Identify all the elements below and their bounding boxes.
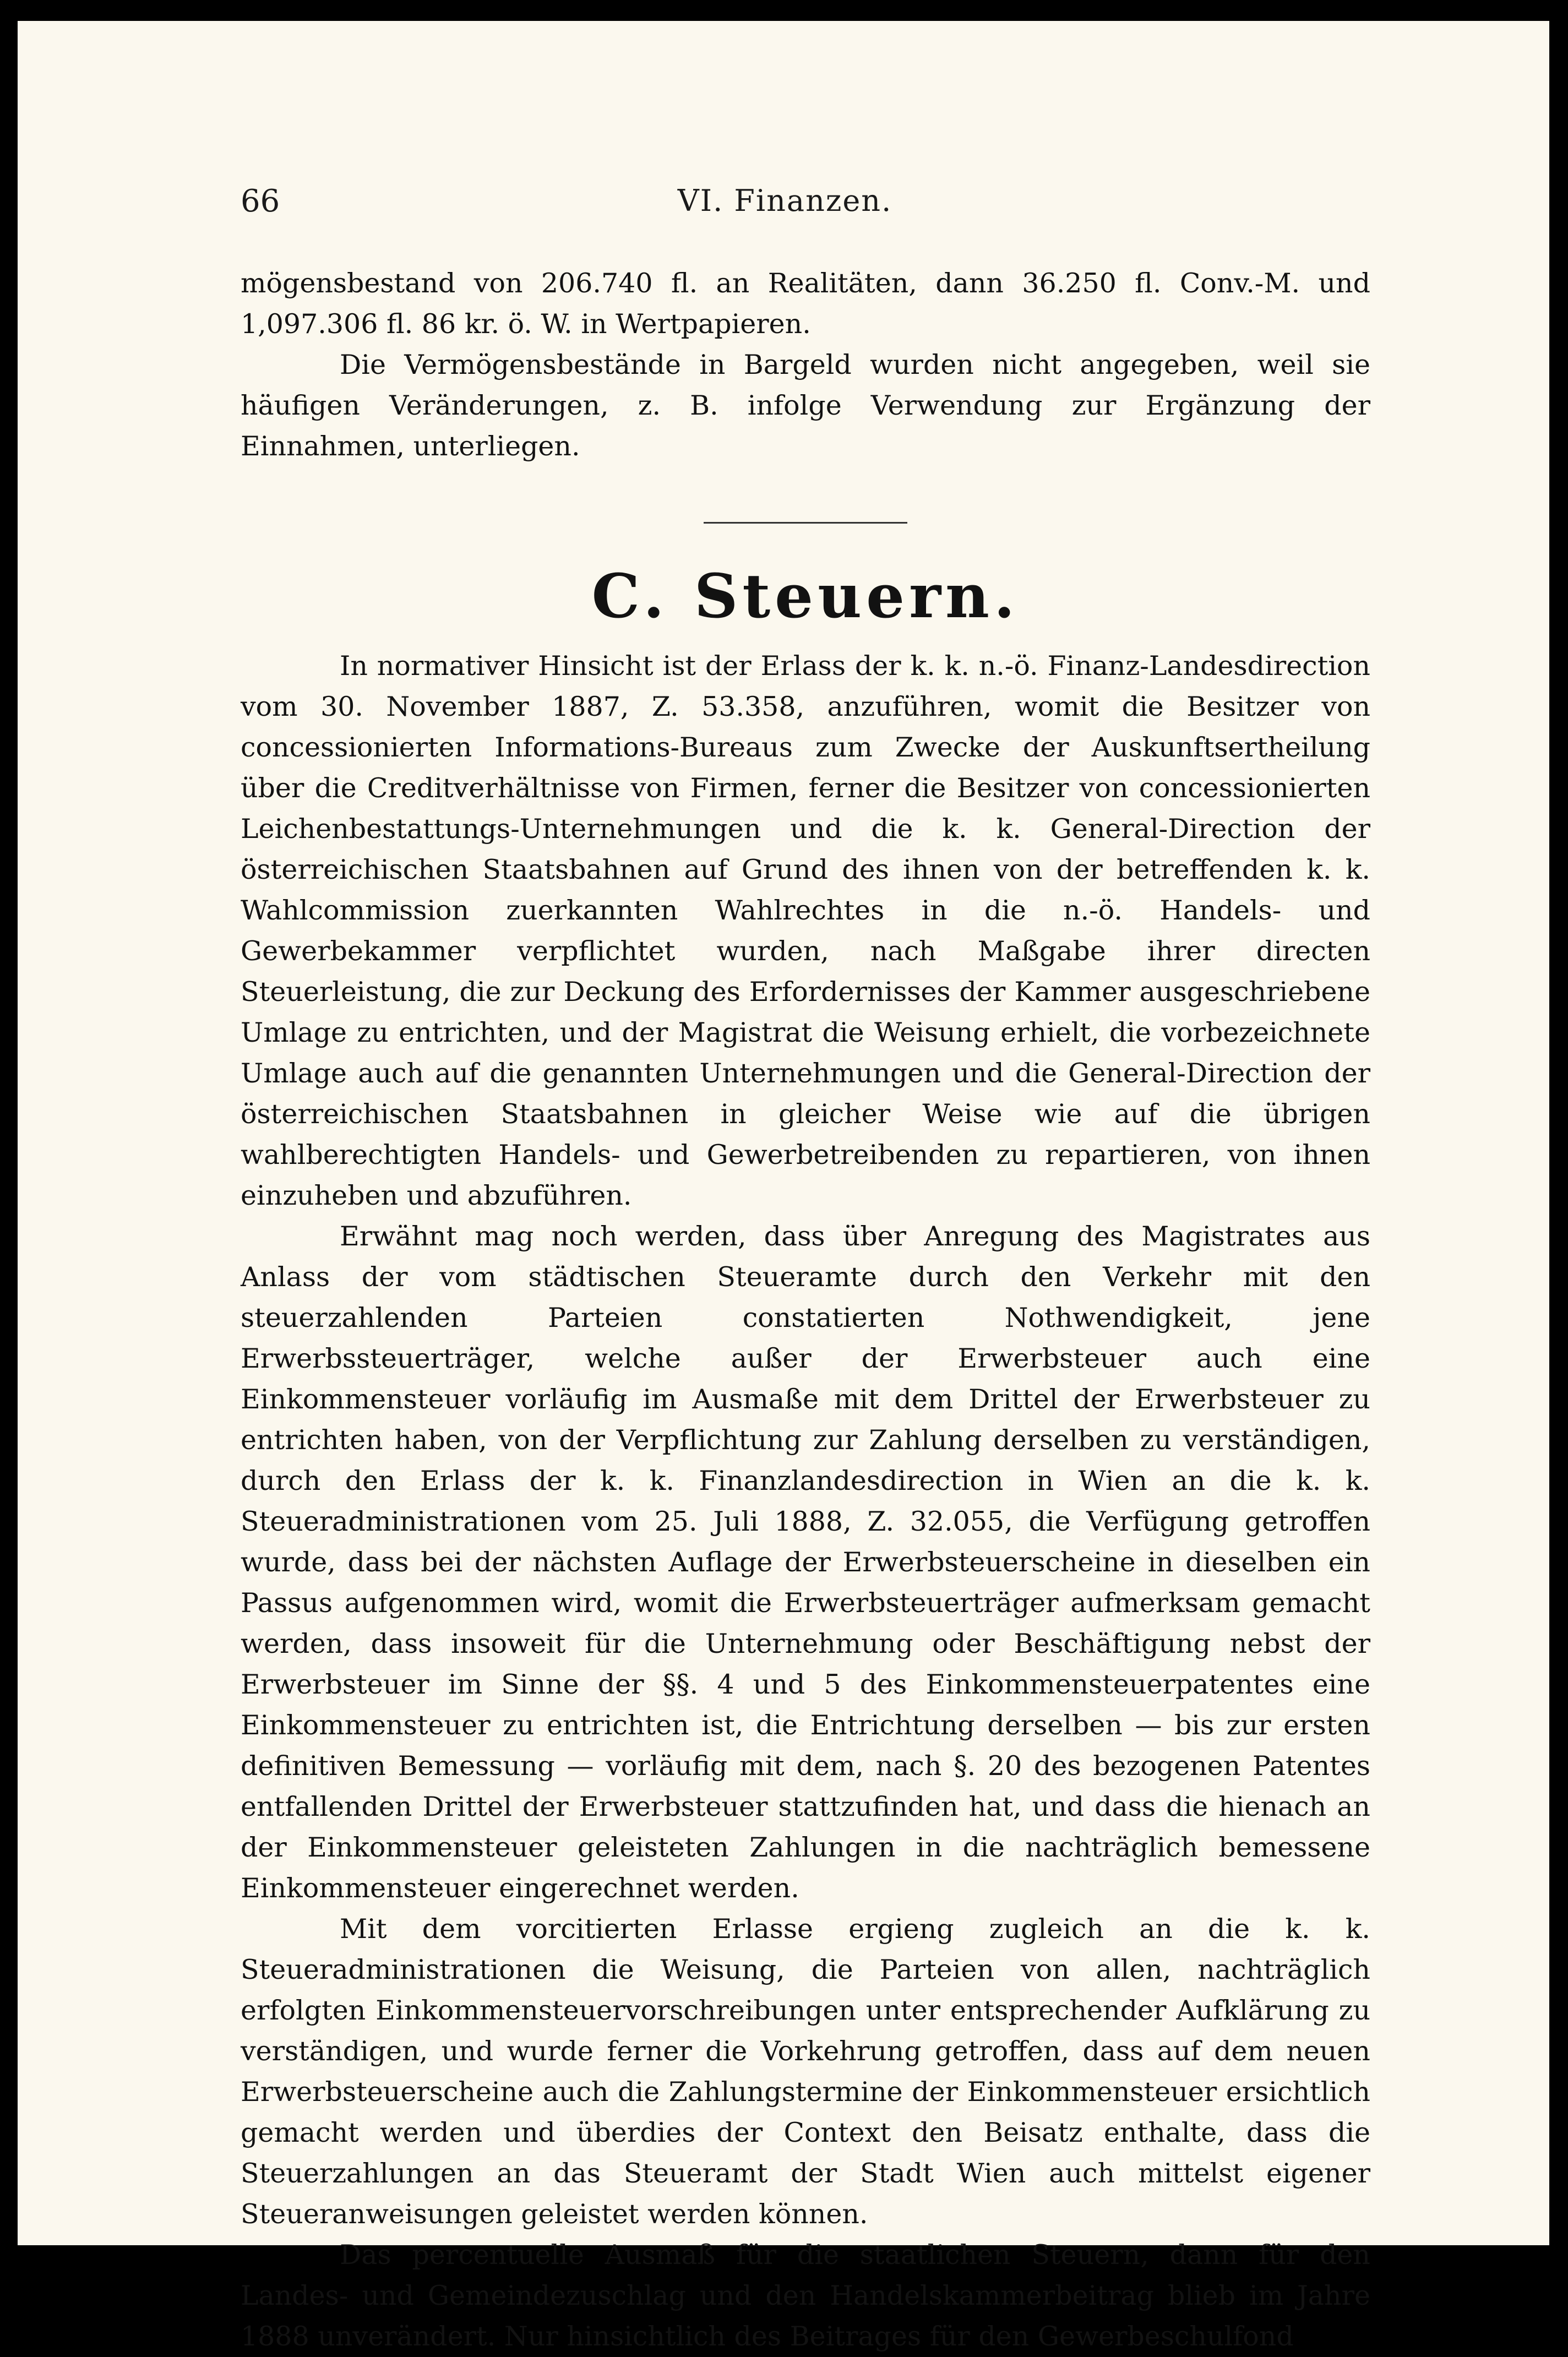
page-header bbox=[241, 183, 1329, 227]
running-head: VI. Finanzen. bbox=[677, 183, 892, 218]
continuation-line-1: mögensbestand von 206.740 fl. an Realitäten, dann 36.250 fl. Conv.-M. und bbox=[241, 268, 1370, 299]
paragraph-4: Das percentuelle Ausmaß für die staatlichen Steuern, dann für den Landes- und Gemeindezuschlag und den Handelskammerbeitrag blieb im Jahre 1888 unverändert. Nur hinsichtlich des Beitrages für den Gewerbeschulfond bbox=[241, 2239, 1370, 2352]
section-divider bbox=[704, 522, 907, 524]
section-title: C. Steuern. bbox=[591, 560, 1020, 632]
paragraph-2: Erwähnt mag noch werden, dass über Anregung des Magistrates aus Anlass der vom städtischen Steueramte durch den Verkehr mit den steuerzahlenden Parteien constatierten Nothwendigkeit, jene Erwerbssteuerträger, welche außer der Erwerbsteuer auch eine Einkommensteuer vorläufig im Ausmaße mit dem Drittel der Erwerbsteuer zu entrichten haben, von der Verpflichtung zur Zahlung derselben zu verständigen, durch den Erlass der k. k. Finanzlandesdirection in Wien an die k. k. Steueradministrationen vom 25. Juli 1888, Z. 32.055, die Verfügung getroffen wurde, dass bei der nächsten Auflage der Erwerbsteuerscheine in dieselben ein Passus aufgenommen wird, womit die Erwerbsteuerträger aufmerksam gemacht werden, dass insoweit für die Unternehmung oder Beschäftigung nebst der Erwerbsteuer im Sinne der §§. 4 und 5 des Einkommensteuerpatentes eine Einkommensteuer zu entrichten ist, die Entrichtung derselben — bis zur ersten definitiven Bemessung — vorläufig mit dem, nach §. 20 des bezogenen Patentes entfallenden Drittel der Erwerbsteuer stattzufinden hat, und dass die hienach an der Einkommensteuer geleisteten Zahlungen in die nachträglich bemessene Einkommensteuer eingerechnet werden. bbox=[241, 1221, 1370, 1904]
body-text bbox=[241, 263, 1370, 2357]
continuation-line-2: 1,097.306 fl. 86 kr. ö. W. in Wertpapieren. bbox=[241, 308, 811, 340]
paragraph-bargeld: Die Vermögensbestände in Bargeld wurden nicht angegeben, weil sie häufigen Veränderungen, z. B. infolge Verwendung zur Ergänzung der Einnahmen, unterliegen. bbox=[241, 349, 1370, 462]
page-number: 66 bbox=[241, 183, 280, 219]
paragraph-3: Mit dem vorcitierten Erlasse ergieng zugleich an die k. k. Steueradministrationen die Weisung, die Parteien von allen, nachträglich erfolgten Einkommensteuervorschreibungen unter entsprechender Aufklärung zu verständigen, und wurde ferner die Vorkehrung getroffen, dass auf dem neuen Erwerbsteuerscheine auch die Zahlungstermine der Einkommensteuer ersichtlich gemacht werden und überdies der Context den Beisatz enthalte, dass die Steuerzahlungen an das Steueramt der Stadt Wien auch mittelst eigener Steueranweisungen geleistet werden können. bbox=[241, 1913, 1370, 2230]
paragraph-1: In normativer Hinsicht ist der Erlass der k. k. n.-ö. Finanz-Landesdirection vom 30. November 1887, Z. 53.358, anzuführen, womit die Besitzer von concessionierten Informations-Bureaus zum Zwecke der Auskunftsertheilung über die Creditverhältnisse von Firmen, ferner die Besitzer von concessionierten Leichenbestattungs-Unternehmungen und die k. k. General-Direction der österreichischen Staatsbahnen auf Grund des ihnen von der betreffenden k. k. Wahlcommission zuerkannten Wahlrechtes in die n.-ö. Handels- und Gewerbekammer verpflichtet wurden, nach Maßgabe ihrer directen Steuerleistung, die zur Deckung des Erfordernisses der Kammer ausgeschriebene Umlage zu entrichten, und der Magistrat die Weisung erhielt, die vorbezeichnete Umlage auch auf die genannten Unternehmungen und die General-Direction der österreichischen Staatsbahnen in gleicher Weise wie auf die übrigen wahlberechtigten Handels- und Gewerbetreibenden zu repartieren, von ihnen einzuheben und abzuführen. bbox=[241, 650, 1370, 1211]
document-page bbox=[18, 21, 1549, 2352]
